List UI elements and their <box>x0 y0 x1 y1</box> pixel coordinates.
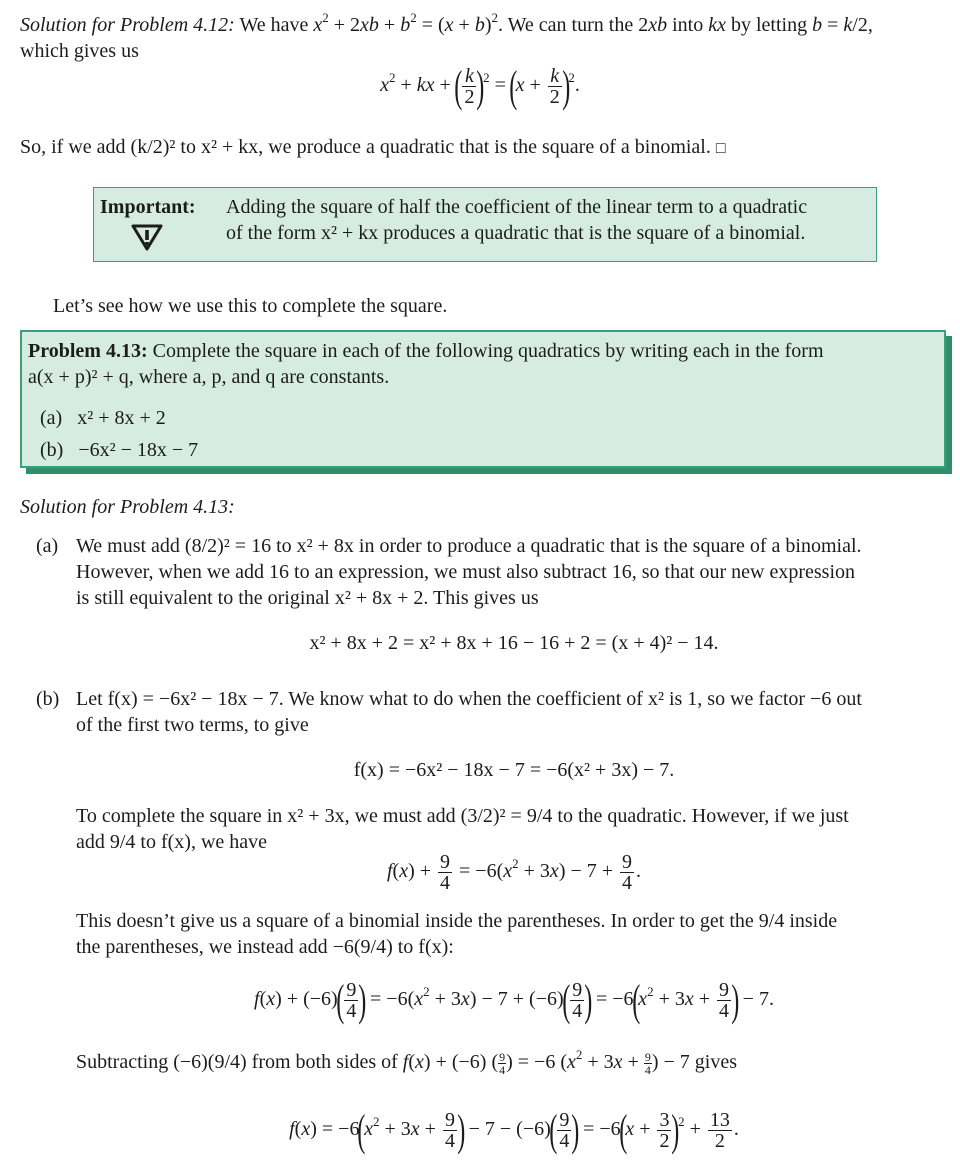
problem-4-13-box <box>20 330 946 468</box>
solution-4-12-conclusion <box>20 134 950 162</box>
text: by letting <box>730 14 808 36</box>
item-label: (b) <box>40 439 64 461</box>
part-a-line2: However, when we add 16 to an expression, we must also subtract 16, so that our new expression <box>76 561 856 583</box>
item-expr: −6x² − 18x − 7 <box>78 439 199 461</box>
important-box <box>93 187 877 262</box>
important-line1: Adding the square of half the coefficient of the linear term to a quadratic <box>226 196 808 218</box>
important-line2: of the form x² + kx produces a quadratic that is the square of a binomial. <box>226 222 806 244</box>
part-a-line3: is still equivalent to the original x² + 8x + 2. This gives us <box>76 587 539 609</box>
solution-4-12-line2: which gives us <box>20 40 139 62</box>
part-b-label: (b) <box>36 688 60 710</box>
transition-text: Let’s see how we use this to complete the square. <box>53 295 448 317</box>
problem-item-a <box>40 405 166 431</box>
part-b-p4: Subtracting (−6)(9/4) from both sides of f(x) + (−6) ( $\frac{9}{4}$ ) = −6 ($x^2 + 3x$ + $\frac{9}{4}$ ) − 7 gives <box>76 1047 738 1077</box>
solution-label: Solution for Problem 4.12: <box>20 14 235 36</box>
part-b-p3-line2: the parentheses, we instead add −6(9/4) to f(x): <box>76 936 454 958</box>
qed-icon: □ <box>715 140 726 157</box>
part-a-equation: x² + 8x + 2 = x² + 8x + 16 − 16 + 2 = (x + 4)² − 14. <box>309 632 719 654</box>
part-a-label: (a) <box>36 535 59 557</box>
text: into <box>672 14 704 36</box>
part-b-equation1: f(x) = −6x² − 18x − 7 = −6(x² + 3x) − 7. <box>353 759 675 781</box>
text: . We can turn the <box>498 14 634 36</box>
part-a-line1: We must add (8/2)² = 16 to x² + 8x in order to produce a quadratic that is the square of a binomial. <box>76 535 862 557</box>
part-b-p2-line2: add 9/4 to f(x), we have <box>76 831 268 853</box>
problem-label: Problem 4.13: <box>28 340 148 362</box>
part-b-line2: of the first two terms, to give <box>76 714 309 736</box>
part-b-equation4: $f(x) = -6(x^2 + 3x$ + $\frac{9}{4}$ ) − 7 − (−6)( $\frac{9}{4}$ ) = −6(x + $\frac{3}{2}$ )$^2$ + $\frac{13}{2}$ . <box>289 1105 739 1155</box>
text: gives <box>694 1051 738 1073</box>
text: Subtracting (−6)(9/4) from both sides of <box>76 1051 398 1073</box>
problem-line2: a(x + p)² + q, where a, p, and q are constants. <box>28 366 390 388</box>
part-b-equation2: f(x) + $\frac{9}{4}$ = $-6(x^2 + 3x) - 7$ + $\frac{9}{4}$ . <box>386 851 642 894</box>
solution-4-12-line1: Solution for Problem 4.12: We have $x^2 + 2xb + b^2 = (x + b)^2$. We can turn the 2xb into kx by letting b = k/2, <box>20 10 873 36</box>
part-b-line1: Let f(x) = −6x² − 18x − 7. We know what to do when the coefficient of x² is 1, so we factor −6 out <box>76 688 862 710</box>
problem-line1 <box>28 338 938 364</box>
important-label: Important: <box>100 196 196 218</box>
equation-4-12: $x^2$ + kx + ( $\frac{k}{2}$ )$^2$ = (x + $\frac{k}{2}$ )$^2$. <box>380 61 580 111</box>
part-b-equation3: f(x) + (−6)( $\frac{9}{4}$ ) = $-6(x^2 + 3x) - 7 + (-6)$( $\frac{9}{4}$ ) = $-6(x^2 + 3x$ + $\frac{9}{4}$ ) − 7. <box>254 975 774 1025</box>
item-expr: x² + 8x + 2 <box>77 407 166 429</box>
item-label: (a) <box>40 407 63 429</box>
problem-item-b <box>40 437 198 463</box>
part-b-p2-line1: To complete the square in x² + 3x, we must add (3/2)² = 9/4 to the quadratic. However, if we just <box>76 805 849 827</box>
text: So, if we add (k/2)² to x² + kx, we produce a quadratic that is the square of a binomial. <box>20 136 711 158</box>
warning-icon <box>130 222 164 259</box>
text: We have <box>239 14 309 36</box>
solution-4-13-label: Solution for Problem 4.13: <box>20 496 235 518</box>
text: Complete the square in each of the following quadratics by writing each in the form <box>152 340 824 362</box>
part-b-p3-line1: This doesn’t give us a square of a binomial inside the parentheses. In order to get the 9/4 inside <box>76 910 838 932</box>
